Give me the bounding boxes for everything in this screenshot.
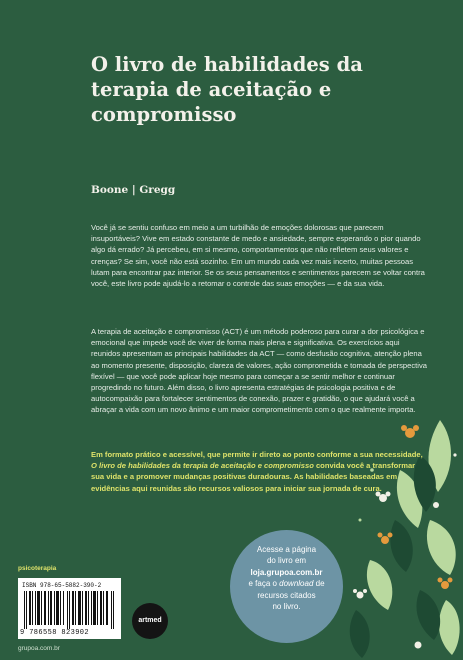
highlight-text-before: Em formato prático e acessível, que permite ir direto ao ponto conforme a sua necessidade,	[91, 450, 423, 459]
download-resources-badge	[230, 530, 343, 643]
book-authors: Boone | Gregg	[91, 184, 176, 196]
badge-line-4-before: e faça o	[248, 579, 280, 589]
barcode-digits: 9 786558 823902	[20, 629, 90, 637]
category-label: psicoterapia	[18, 565, 57, 572]
badge-line-2: do livro em	[266, 556, 307, 566]
badge-download-word: download	[279, 579, 314, 589]
publisher-website[interactable]: grupoa.com.br	[18, 645, 60, 652]
description-paragraph-1: Você já se sentiu confuso em meio a um turbilhão de emoções dolorosas que parecem insuportáveis? Vive em estado constante de medo e ansiedade, sempre esperando o pior quando algo dá errado? Já percebeu, em si mesmo, comportamentos que não refletem seus valores e crenças? Se sim, você não está sozinho. Em um mundo cada vez mais incerto, muitas pessoas lutam para encontrar paz interior. Se os seus pensamentos e sentimentos parecem se voltar contra você, este livro pode ajudá-lo a retomar o controle das suas emoções — e da sua vida.	[91, 223, 425, 289]
badge-store-url[interactable]: loja.grupoa.com.br	[250, 567, 323, 577]
barcode	[18, 578, 121, 639]
highlight-text-after: convida você a transformar sua vida e a promover mudanças positivas duradouras. As habilidades baseadas em evidências aqui reunidas são recursos valiosos para iniciar sua jornada de cura.	[91, 461, 416, 493]
badge-line-4-after: de	[313, 579, 325, 589]
description-paragraph-2: A terapia de aceitação e compromisso (ACT) é um método poderoso para curar a dor psicológica e emocional que impede você de viver de forma mais plena e significativa. Os exercícios aqui reunidos apresentam as principais habilidades da ACT — como desfusão cognitiva, atenção plena ao momento presente, disposição, clareza de valores, ação comprometida e tomada de perspectiva flexível — que você pode aplicar hoje mesmo para começar a se sentir melhor e continuar progredindo no futuro. Além disso, o livro apresenta estratégias de psicologia positiva e de autocompaixão para fortalecer sentimentos de conexão, prazer e gratidão, o que ajudará você a abraçar a vida com um novo ânimo e um maior comprometimento com o que realmente importa.	[91, 327, 427, 415]
highlight-book-title: O livro de habilidades da terapia de aceitação e compromisso	[91, 461, 314, 471]
highlight-paragraph	[91, 449, 427, 494]
badge-line-4	[230, 578, 343, 589]
badge-line-6: no livro.	[272, 602, 301, 612]
barcode-bars	[22, 591, 117, 629]
badge-line-5: recursos citados	[257, 590, 316, 600]
publisher-logo: artmed	[132, 603, 168, 639]
book-title: O livro de habilidades da terapia de aceitação e compromisso	[91, 53, 363, 126]
badge-line-1: Acesse a página	[256, 545, 317, 554]
isbn-text: ISBN 978-65-5882-390-2	[22, 582, 102, 589]
